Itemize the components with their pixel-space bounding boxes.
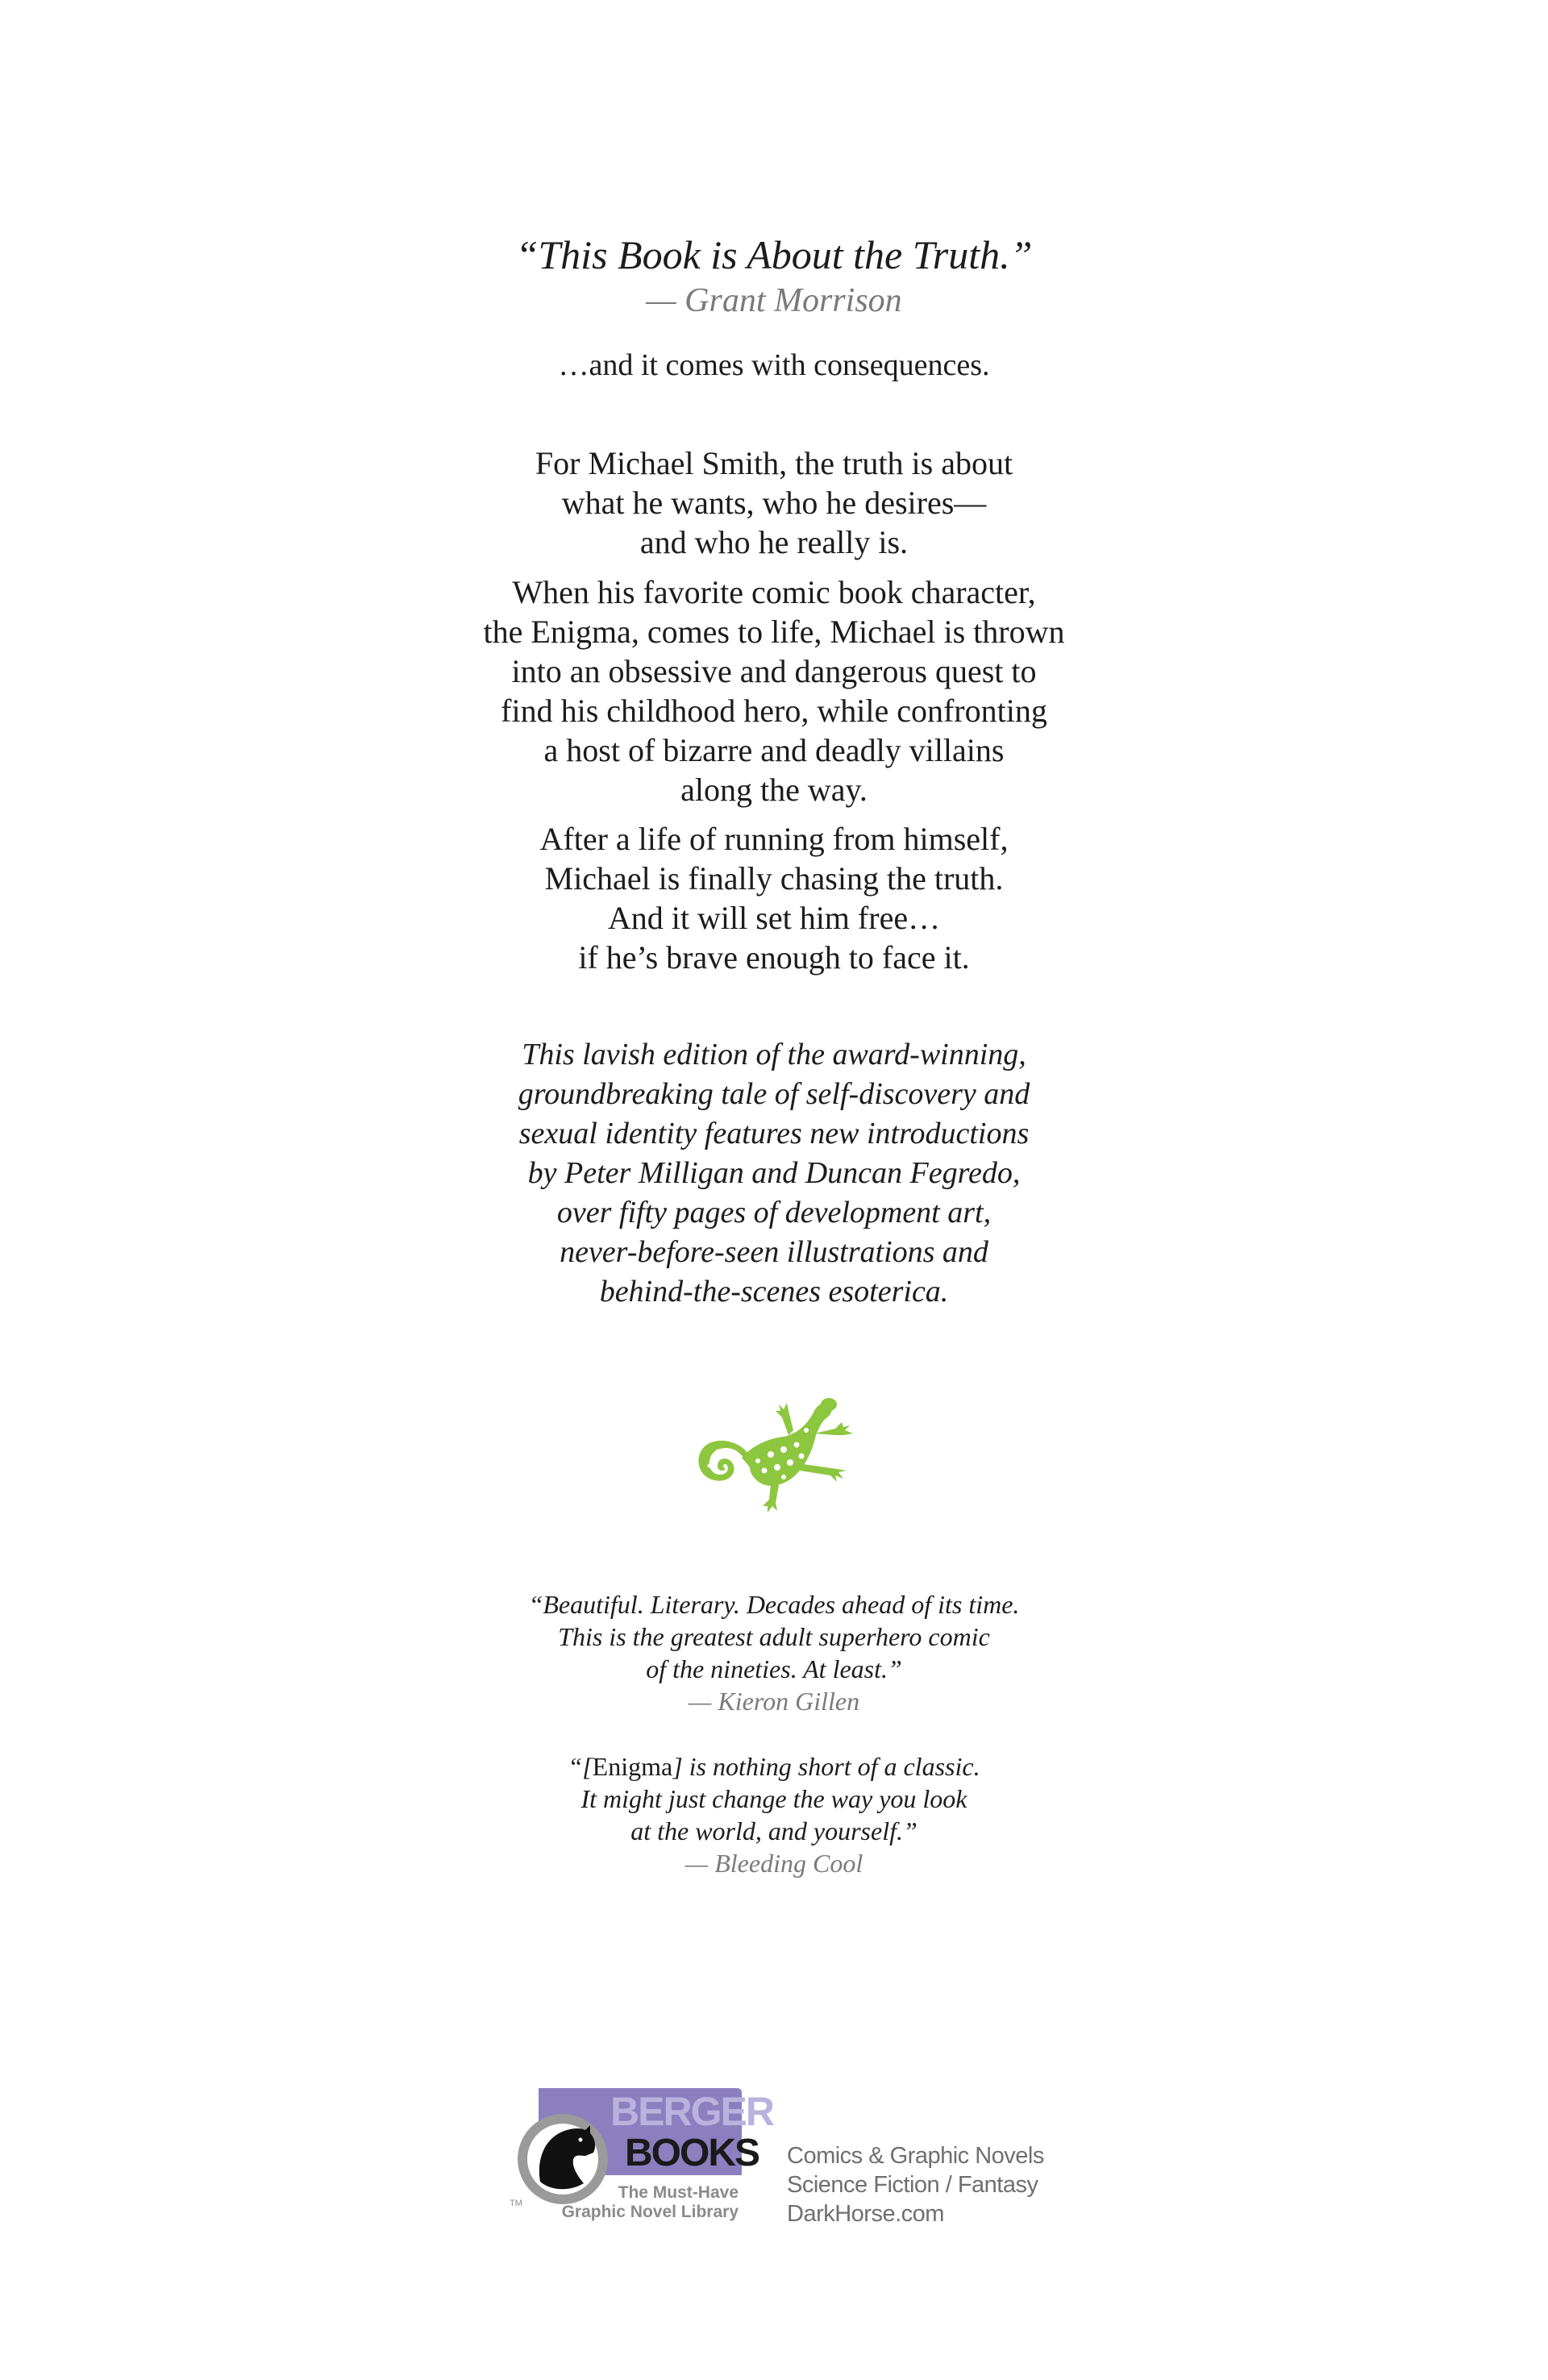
publisher-category: Comics & Graphic Novels [787, 2143, 1044, 2169]
publisher-info [787, 2141, 1044, 2228]
trademark-mark: TM [510, 2199, 522, 2208]
quote-line: at the world, and yourself.” [630, 1816, 918, 1845]
synopsis-line: For Michael Smith, the truth is about [535, 445, 1013, 481]
synopsis-paragraph-2 [0, 572, 1548, 809]
synopsis-line: And it will set him free… [607, 900, 941, 936]
lizard-icon [693, 1393, 859, 1514]
synopsis-line: into an obsessive and dangerous quest to [511, 653, 1037, 689]
synopsis-line: if he’s brave enough to face it. [578, 939, 970, 976]
logo-tagline-1: The Must-Have [618, 2183, 739, 2202]
quote-line: “Beautiful. Literary. Decades ahead of its time. [528, 1590, 1020, 1619]
edition-line: sexual identity features new introductions [518, 1117, 1030, 1150]
synopsis-line: and who he really is. [639, 524, 909, 560]
synopsis-line: a host of bizarre and deadly villains [543, 732, 1005, 768]
headline-quote [0, 231, 1548, 279]
headline-attribution-text: — Grant Morrison [646, 282, 902, 319]
synopsis-line: the Enigma, comes to life, Michael is thrown [483, 614, 1065, 650]
logo-tagline-2: Graphic Novel Library [561, 2203, 739, 2221]
synopsis-line: Michael is finally chasing the truth. [544, 860, 1004, 897]
book-title: Enigma [592, 1752, 673, 1781]
headline-attribution [0, 279, 1548, 322]
lead-text: …and it comes with consequences. [558, 348, 990, 382]
quote-attribution: — Kieron Gillen [688, 1687, 860, 1716]
quote-line: This is the greatest adult superhero comic [558, 1622, 990, 1651]
quote-line [0, 1750, 1548, 1783]
edition-line: This lavish edition of the award-winning, [522, 1038, 1026, 1071]
edition-line: by Peter Milligan and Duncan Fegredo, [527, 1156, 1021, 1190]
review-quote-1 [0, 1588, 1548, 1717]
synopsis-line: find his childhood hero, while confronting [501, 693, 1047, 729]
lead-line [0, 345, 1548, 385]
quote-line: of the nineties. At least.” [646, 1654, 902, 1683]
publisher-website: DarkHorse.com [787, 2201, 944, 2227]
edition-line: never-before-seen illustrations and [560, 1235, 988, 1269]
publisher-genre: Science Fiction / Fantasy [787, 2172, 1038, 2198]
synopsis-line: When his favorite comic book character, [512, 574, 1036, 610]
quote-line: It might just change the way you look [580, 1784, 968, 1813]
quote-rest: ] is nothing short of a classic. [672, 1752, 980, 1781]
synopsis-paragraph-3 [0, 819, 1548, 977]
edition-line: groundbreaking tale of self-discovery and [518, 1077, 1030, 1111]
synopsis-line: what he wants, who he desires— [561, 485, 987, 521]
logo-word-berger: BERGER [610, 2089, 773, 2134]
logo-word-books: BOOKS [624, 2132, 759, 2174]
edition-line: behind-the-scenes esoterica. [599, 1275, 949, 1309]
edition-line: over fifty pages of development art, [556, 1196, 992, 1230]
quote-attribution: — Bleeding Cool [685, 1849, 863, 1878]
review-quote-2 [0, 1750, 1548, 1879]
quote-open-bracket: “[ [568, 1752, 593, 1781]
synopsis-paragraph-1 [0, 443, 1548, 562]
headline-text: “This Book is About the Truth.” [515, 232, 1033, 277]
synopsis-line: After a life of running from himself, [539, 821, 1009, 857]
edition-blurb [0, 1035, 1548, 1312]
synopsis-line: along the way. [680, 772, 868, 808]
berger-books-logo [506, 2080, 773, 2233]
